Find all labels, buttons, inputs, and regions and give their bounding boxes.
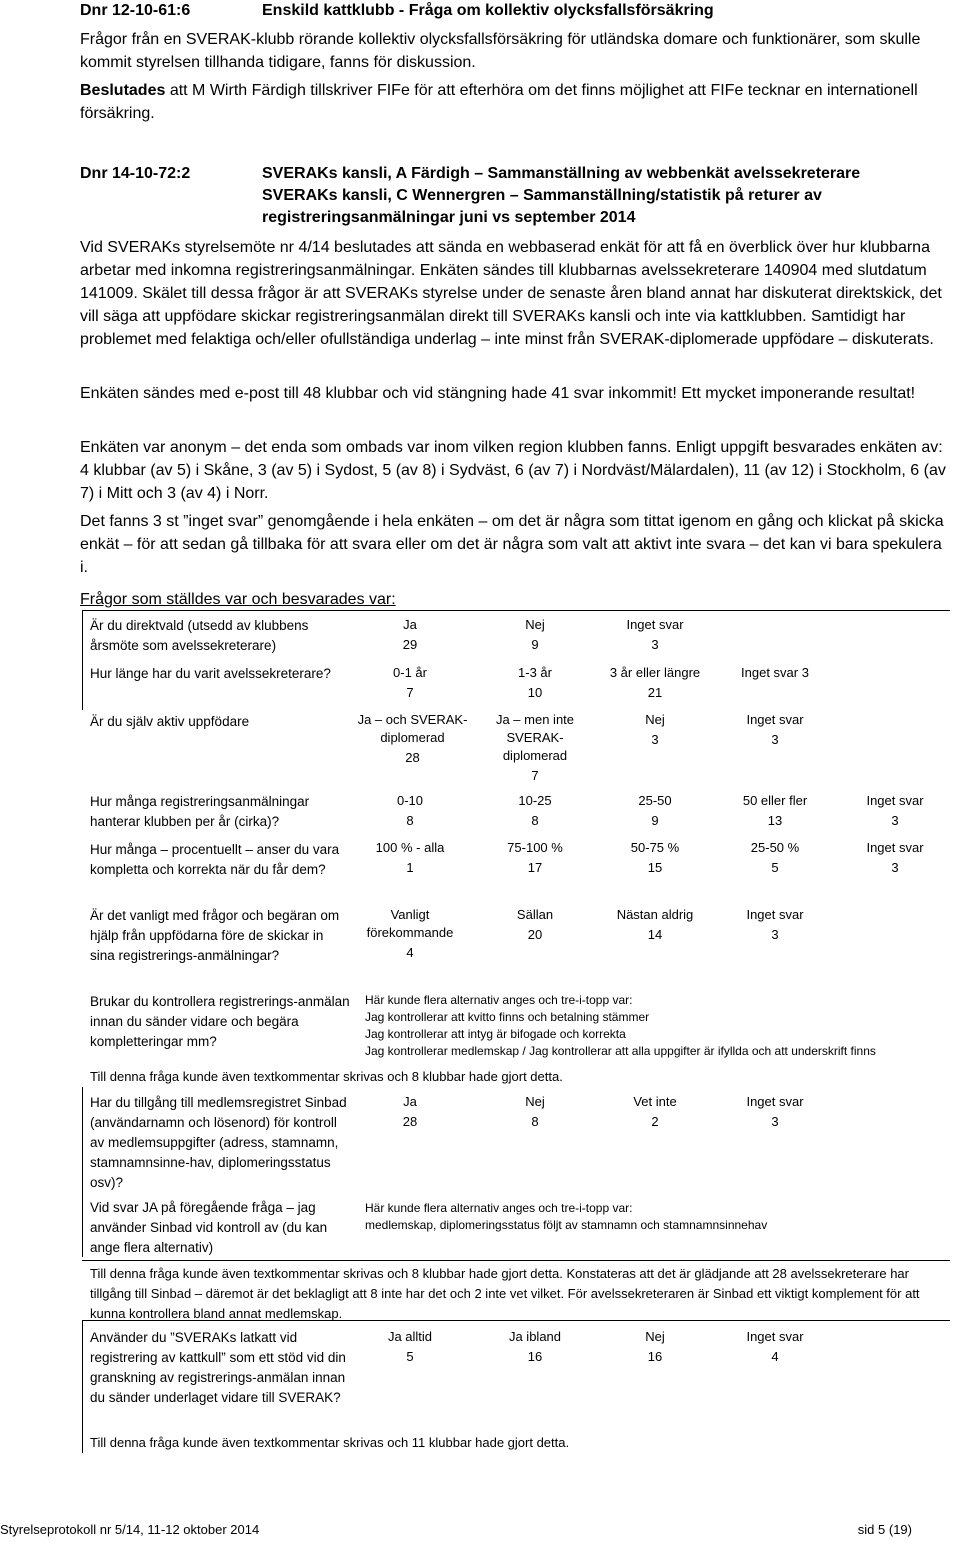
survey-separator — [82, 1260, 950, 1261]
option-label: Ja ibland — [508, 1329, 562, 1344]
answer-option — [355, 711, 470, 769]
option-count: 5 — [771, 860, 779, 875]
option-label: Ja alltid — [387, 1329, 433, 1344]
section-title: Enskild kattklubb - Fråga om kollektiv olycksfallsförsäkring — [262, 2, 714, 19]
option-label: 50-75 % — [630, 840, 680, 855]
answer-option — [360, 792, 460, 832]
answer-option — [600, 792, 710, 832]
option-label: 0-1 år — [393, 665, 427, 680]
answer-option — [725, 711, 825, 751]
option-count: 9 — [531, 637, 539, 652]
option-count: 2 — [651, 1114, 659, 1129]
option-count: 4 — [406, 945, 414, 960]
dnr-label: Dnr 12-10-61:6 — [80, 2, 191, 19]
answer-option — [725, 664, 825, 684]
paragraph: Vid SVERAKs styrelsemöte nr 4/14 beslutades att sända en webbaserad enkät för att få en överblick över hur klubbarna arbetar med inkomna registreringsanmälningar. Enkäten sändes till klubbarnas avelssekreterare 140904 med slutdatum 141009. Skälet till dessa frågor är att SVERAKs styrelse under de senaste åren bland annat har diskuterat direktskick, det vill säga att uppfödare skickar registreringsanmälan direkt till SVERAKs kansli och inte via kattklubben. Samtidigt har problemet med felaktiga och/eller ofullständiga underlag – inte minst från SVERAK-diplomerade uppfödare – diskuterats. — [80, 239, 942, 348]
answer-option — [360, 1328, 460, 1368]
answer-option — [725, 906, 825, 946]
answer-option — [600, 839, 710, 879]
option-label: Inget svar — [746, 907, 804, 922]
survey-top-border — [82, 610, 950, 611]
paragraph: Enkäten sändes med e-post till 48 klubbar och vid stängning hade 41 svar inkommit! Ett mycket imponerande resultat! — [80, 385, 916, 402]
title-line: SVERAKs kansli, A Färdigh – Sammanställning av webbenkät avelssekreterare — [262, 165, 861, 182]
option-label: Sällan — [516, 907, 554, 922]
answer-option — [485, 664, 585, 704]
answer-option — [845, 792, 945, 832]
option-label: Ja – men inte SVERAK-diplomerad — [495, 712, 575, 763]
answer-option — [600, 1328, 710, 1368]
option-count: 3 — [891, 813, 899, 828]
answer-option — [600, 906, 710, 946]
option-count: 21 — [647, 685, 663, 700]
answer-option — [360, 906, 460, 964]
option-count: 15 — [647, 860, 663, 875]
option-label: Inget svar — [626, 617, 684, 632]
question-text: Har du tillgång till medlemsregistret Sinbad (användarnamn och lösenord) för kontroll av medlemsuppgifter (adress, stamnamn, stamnamnsinne-hav, diplomeringsstatus osv)? — [90, 1095, 347, 1190]
option-count: 13 — [767, 813, 783, 828]
option-label: Vet inte — [633, 1094, 677, 1109]
footer-protocol: Styrelseprotokoll nr 5/14, 11-12 oktober 2014 — [0, 1522, 260, 1537]
option-count: 3 — [771, 1114, 779, 1129]
question-comment: Till denna fråga kunde även textkommentar skrivas och 8 klubbar hade gjort detta. Konstateras att det är glädjande att 28 avelssekreterare har tillgång till Sinbad – däremot är det beklagligt att 8 inte har det och 2 inte vet vilket. För avelssekreteraren är Sinbad ett viktigt komplement för att kunna kontrollera bland annat medlemskap. — [90, 1266, 920, 1321]
option-count: 16 — [527, 1349, 543, 1364]
answer-option — [725, 839, 825, 879]
option-count: 3 — [771, 732, 779, 747]
option-label: Nästan aldrig — [616, 907, 694, 922]
option-count: 4 — [771, 1349, 779, 1364]
option-count: 29 — [402, 637, 418, 652]
question-text: Är du själv aktiv uppfödare — [90, 714, 250, 729]
option-count: 3 — [651, 637, 659, 652]
answer-option — [360, 839, 460, 879]
option-count: 28 — [402, 1114, 418, 1129]
answer-option — [485, 616, 585, 656]
survey-heading: Frågor som ställdes var och besvarades var: — [80, 591, 396, 608]
dnr-label: Dnr 14-10-72:2 — [80, 165, 191, 182]
answer-option — [590, 664, 720, 704]
option-label: Inget svar — [746, 1094, 804, 1109]
option-label: 10-25 — [518, 793, 552, 808]
option-label: 25-50 % — [750, 840, 800, 855]
option-label: Ja – och SVERAK-diplomerad — [357, 712, 468, 745]
option-label: 3 år eller längre — [609, 665, 701, 680]
option-count: 1 — [406, 860, 414, 875]
option-label: Nej — [525, 1094, 545, 1109]
question-text: Är du direktvald (utsedd av klubbens årsmöte som avelssekreterare) — [90, 618, 309, 653]
answer-note — [365, 992, 876, 1060]
note-line: Jag kontrollerar att intyg är bifogade och korrekta — [365, 1027, 626, 1041]
option-label: Inget svar — [866, 793, 924, 808]
option-label: 1-3 år — [518, 665, 552, 680]
option-label: Ja — [403, 617, 417, 632]
option-count: 16 — [647, 1349, 663, 1364]
option-count: 8 — [531, 813, 539, 828]
section-title — [262, 163, 942, 229]
option-label: 100 % - alla — [375, 840, 445, 855]
decision-label: Beslutades — [80, 82, 166, 99]
option-count: 20 — [527, 927, 543, 942]
survey-left-border — [82, 1320, 83, 1453]
answer-option — [725, 1328, 825, 1368]
question-text: Brukar du kontrollera registrerings-anmälan innan du sänder vidare och begära kompletteringar mm? — [90, 994, 350, 1049]
paragraph: Enkäten var anonym – det enda som ombads var inom vilken region klubben fanns. Enligt uppgift besvarades enkäten av: 4 klubbar (av 5) i Skåne, 3 (av 5) i Sydost, 5 (av 8) i Sydväst, 6 (av 7) i Nordväst/Mälardalen), 11 (av 12) i Stockholm, 6 (av 7) i Mitt och 3 (av 4) i Norr. — [80, 439, 946, 502]
option-label: 0-10 — [396, 793, 424, 808]
note-line: Jag kontrollerar att kvitto finns och betalning stämmer — [365, 1010, 650, 1024]
option-count: 8 — [406, 813, 414, 828]
option-label: 25-50 — [638, 793, 672, 808]
option-label: 75-100 % — [507, 840, 563, 855]
question-comment: Till denna fråga kunde även textkommentar skrivas och 8 klubbar hade gjort detta. — [90, 1069, 563, 1084]
option-count: 17 — [527, 860, 543, 875]
paragraph: Det fanns 3 st ”inget svar” genomgående i hela enkäten – om det är några som tittat igenom en gång och klickat på skicka enkät – för att sedan gå tillbaka för att svara eller om det är några som valt att aktivt inte svara – det kan vi bara spekulera i. — [80, 513, 944, 576]
answer-option — [725, 792, 825, 832]
option-label: Nej — [645, 712, 665, 727]
option-label: Ja — [403, 1094, 417, 1109]
paragraph: Frågor från en SVERAK-klubb rörande kollektiv olycksfallsförsäkring för utländska domare och funktionärer, som skulle kommit styrelsen tillhanda tidigare, fanns för diskussion. — [80, 31, 921, 71]
answer-option — [485, 711, 585, 787]
answer-option — [600, 1093, 710, 1133]
survey-left-border — [82, 1087, 83, 1257]
answer-option — [485, 839, 585, 879]
note-line: Här kunde flera alternativ anges och tre-i-topp var: — [365, 1201, 633, 1215]
answer-option — [600, 616, 710, 656]
answer-option — [360, 1093, 460, 1133]
option-count: 5 — [406, 1349, 414, 1364]
option-label: Nej — [525, 617, 545, 632]
title-line: SVERAKs kansli, C Wennergren – Sammanställning/statistik på returer av registreringsanmälningar juni vs september 2014 — [262, 187, 822, 226]
option-label: Nej — [645, 1329, 665, 1344]
question-text: Använder du ”SVERAKs latkatt vid registrering av kattkull” som ett stöd vid din granskning av registrerings-anmälan innan du sänder underlaget vidare till SVERAK? — [90, 1330, 346, 1405]
option-count: 7 — [406, 685, 414, 700]
option-count: 9 — [651, 813, 659, 828]
note-line: medlemskap, diplomeringsstatus följt av stamnamn och stamnamnsinnehav — [365, 1218, 768, 1232]
survey-left-border — [82, 610, 83, 710]
decision-paragraph — [80, 79, 950, 125]
question-text: Hur många – procentuellt – anser du vara kompletta och korrekta när du får dem? — [90, 842, 340, 877]
answer-option — [360, 664, 460, 704]
option-count: 3 — [771, 927, 779, 942]
note-line: Här kunde flera alternativ anges och tre-i-topp var: — [365, 993, 633, 1007]
question-text: Är det vanligt med frågor och begäran om hjälp från uppfödarna före de skickar in sina registrerings-anmälningar? — [90, 908, 340, 963]
question-text: Hur många registreringsanmälningar hanterar klubben per år (cirka)? — [90, 794, 310, 829]
decision-text: att M Wirth Färdigh tillskriver FIFe för att efterhöra om det finns möjlighet att FIFe tecknar en internationell försäkring. — [80, 82, 918, 122]
answer-option — [725, 1093, 825, 1133]
option-label: 50 eller fler — [742, 793, 808, 808]
option-count: 14 — [647, 927, 663, 942]
question-text: Hur länge har du varit avelssekreterare? — [90, 666, 331, 681]
option-count: 3 — [891, 860, 899, 875]
option-count: 10 — [527, 685, 543, 700]
option-label: Inget svar — [746, 1329, 804, 1344]
answer-option — [485, 906, 585, 946]
answer-option — [845, 839, 945, 879]
answer-option — [600, 711, 710, 751]
option-label: Vanligt förekommande — [366, 907, 454, 940]
note-line: Jag kontrollerar medlemskap / Jag kontrollerar att alla uppgifter är ifyllda och att underskrift finns — [365, 1044, 876, 1058]
question-comment: Till denna fråga kunde även textkommentar skrivas och 11 klubbar hade gjort detta. — [90, 1435, 570, 1450]
footer-page-number: sid 5 (19) — [857, 1522, 912, 1537]
answer-option — [485, 1093, 585, 1133]
option-label: Inget svar — [746, 712, 804, 727]
answer-note — [365, 1200, 767, 1234]
option-count: 7 — [531, 768, 539, 783]
option-count: 28 — [405, 750, 420, 765]
answer-option — [485, 792, 585, 832]
option-label: Inget svar 3 — [741, 665, 809, 680]
option-count: 8 — [531, 1114, 539, 1129]
answer-option — [360, 616, 460, 656]
answer-option — [485, 1328, 585, 1368]
question-text: Vid svar JA på föregående fråga – jag använder Sinbad vid kontroll av (du kan ange flera alternativ) — [90, 1200, 328, 1255]
option-count: 3 — [651, 732, 659, 747]
option-label: Inget svar — [866, 840, 924, 855]
